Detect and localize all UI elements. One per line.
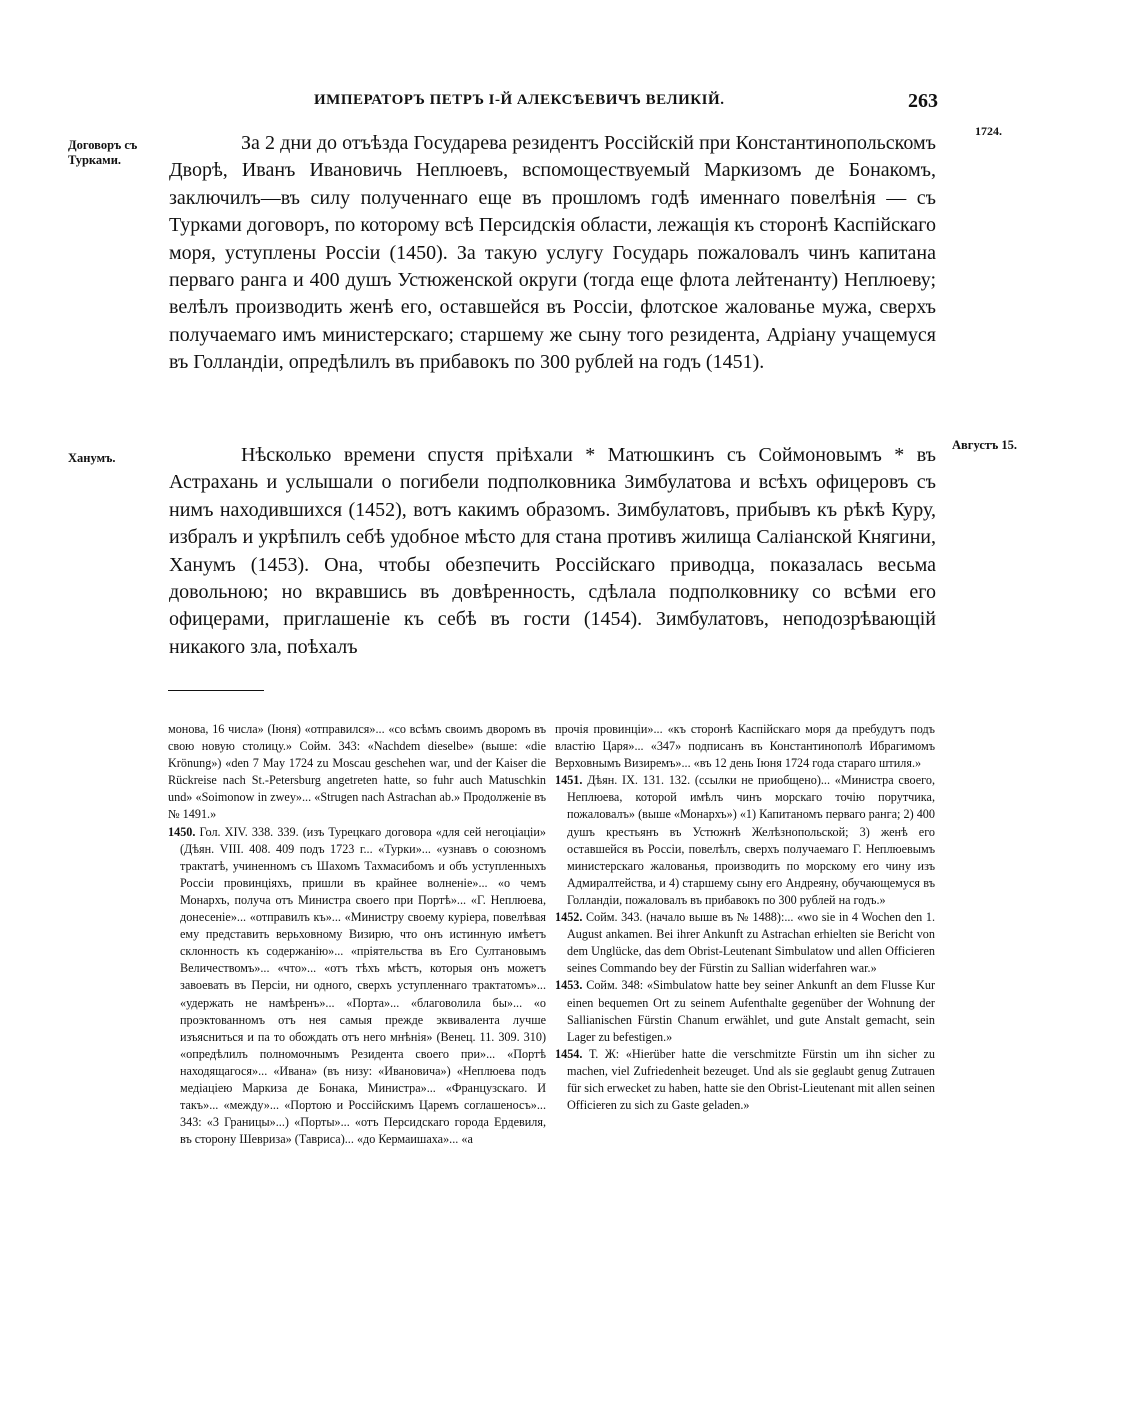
main-paragraph-2-block xyxy=(169,442,936,661)
footnote-continuation-right xyxy=(555,721,935,772)
margin-note-khanum: Ханумъ. xyxy=(68,451,116,465)
footnote-text: монова, 16 числа» (Іюня) «отправился»... «со всѣмъ своимъ дворомъ въ свою новую столицу.» Сойм. 343: «Nachdem dieselbe» (выше: «die Krönung») «den 7 May 1724 zu Moscau geschehen war, und der Kaiser die Rückreise nach St.-Petersburg angetreten hatte, so fuhr auch Matuschkin und» «Soimonow in zwey»... «Strugen nach Astrachan ab.» Продолженіе въ № 1491.» xyxy=(168,722,546,822)
footnote-text: прочія провинціи»... «къ сторонѣ Каспійскаго моря да пребудутъ подъ властію Царя»... «347» подписанъ въ Константинополѣ Ибрагимомъ Верховнымъ Визиремъ»... «въ 12 день Іюня 1724 года стараго штиля.» xyxy=(555,722,935,771)
footnote-1451 xyxy=(555,772,935,909)
margin-note-treaty: Договоръ съ Турками. xyxy=(68,138,138,167)
footnote-number: 1452. xyxy=(555,910,583,925)
footnote-1450 xyxy=(168,824,546,1149)
footnotes-right-column xyxy=(555,721,935,1114)
footnote-text: Т. Ж: «Hierüber hatte die verschmitzte Fürstin um ihn sicher zu machen, viel Zufriedenheit bezeuget. Und als sie geglaubt genug Zutrauen für sich erwecket zu haben, hatte sie den Obrist-Lieutenant mit allen seinen Officieren zu sich zu Gaste geladen.» xyxy=(567,1046,936,1113)
footnote-text: Сойм. 348: «Simbulatow hatte bey seiner Ankunft an dem Flusse Kur einen bequemen Ort zu seinem Aufenthalte gegenüber der Wohnung der Sallianischen Fürstin Chanum erwählet, und gute Anstalt gemacht, sein Lager zu befestigen.» xyxy=(567,978,935,1044)
footnote-text: Гол. XIV. 338. 339. (изъ Турецкаго договора «для сей негоціаціи» (Дѣян. VIII. 408. 409 подъ 1723 г... «Турки»... «узнавъ о союзномъ трактатѣ, учиненномъ съ Шахомъ Тахмасибомъ и объ уступленныхъ Россіи провинціяхъ, пришли въ крайнее волненіе»... «о чемъ Монархъ, получа отъ Министра своего при Портѣ»... «Г. Неплюева, донесеніе»... «отправилъ къ»... «Министру своему куріера, повелѣвая ему представить верьховному Визирю, что онъ истинную имѣетъ склонность къ содержанію»... «пріятельства въ Его Султановымъ Величествомъ»... «что»... «отъ тѣхъ мѣстъ, которыя онъ можетъ завоевать въ Персіи, ни одного, сверхъ уступленнаго трактатомъ»... «удержать не намѣренъ»... «Порта»... «благоволила бы»... «о проэктованномъ отъ нея самыя прежде эквивалента лучше изъясниться и па то обождать отъ него мнѣнія» (Венец. 11. 309. 310) «опредѣлилъ полномочнымъ Резидента своего при»... «Портѣ находящагося»... «Ивана» (въ низу: «Ивановича») «Неплюева подъ медіаціею Маркиза де Бонака, Министра»... «Французскаго. И такъ»... «между»... «Портою и Россійскимъ Царемъ соглашеносъ»... 343: «3 Границы»...) «Порты»... «отъ Персидскаго города Ердевиля, въ сторону Шевриза» (Тавриса)... «до Кермаишаха»... «а xyxy=(180,824,547,1147)
page-number: 263 xyxy=(908,90,938,112)
footnote-number: 1450. xyxy=(168,824,196,839)
footnote-1453 xyxy=(555,977,935,1045)
footnote-rule xyxy=(168,690,264,691)
footnote-1454 xyxy=(555,1046,935,1114)
footnote-number: 1453. xyxy=(555,978,583,993)
margin-note-date: Августъ 15. xyxy=(952,438,1018,452)
footnote-number: 1454. xyxy=(555,1046,583,1061)
footnotes-left-column xyxy=(168,721,546,1148)
running-header: ИМПЕРАТОРЪ ПЕТРЪ І-Й АЛЕКСѢЕВИЧЪ ВЕЛИКІЙ. xyxy=(314,92,725,108)
main-paragraph-2: Нѣсколько времени спустя пріѣхали * Матюшкинъ съ Соймоновымъ * въ Астрахань и услышали о погибели подполковника Зимбулатова и всѣхъ офицеровъ съ нимъ находившихся (1452), вотъ какимъ образомъ. Зимбулатовъ, прибывъ къ рѣкѣ Куру, избралъ и укрѣпилъ себѣ удобное мѣсто для стана противъ жилища Саліанской Княгини, Ханумъ (1453). Она, чтобы обезпечить Россійскаго приводца, показалась весьма довольною; но вкравшись въ довѣренность, сдѣлала подполковнику со всѣми его офицерами, приглашеніе къ себѣ въ гости (1454). Зимбулатовъ, неподозрѣвающій никакого зла, поѣхалъ xyxy=(169,444,936,658)
margin-year: 1724. xyxy=(975,124,1002,138)
footnote-number: 1451. xyxy=(555,773,583,788)
footnote-text: Сойм. 343. (начало выше въ № 1488):... «wo sie in 4 Wochen den 1. August ankamen. Bei ihrer Ankunft zu Astrachan erhielten sie Bericht von dem Unglücke, das dem Obrist-Leutenant Simbulatow und allen Officieren seines Commando bey der Fürstin zu Sallian widerfahren war.» xyxy=(567,910,935,976)
main-paragraph-1-block xyxy=(169,130,936,377)
footnote-continuation-left xyxy=(168,721,546,824)
main-paragraph-1: За 2 дни до отъѣзда Государева резидентъ Россійскій при Константинопольскомъ Дворѣ, Иванъ Ивановичь Неплюевъ, вспомоществуемый Маркизомъ де Бонакомъ, заключилъ—въ силу полученнаго еще въ прошломъ годѣ именнаго повелѣнія — съ Турками договоръ, по которому всѣ Персидскія области, лежащія къ сторонѣ Каспійскаго моря, уступлены Россіи (1450). За такую услугу Государь пожаловалъ чинъ капитана перваго ранга и 400 душъ Устюженской округи (тогда еще флота лейтенанту) Неплюеву; велѣлъ производить женѣ его, оставшейся въ Россіи, флотское жалованье мужа, сверхъ получаемаго имъ министерскаго; старшему же сыну того резидента, Адріану учащемуся въ Голландіи, опредѣлилъ въ прибавокъ по 300 рублей на годъ (1451). xyxy=(169,132,936,374)
footnote-1452 xyxy=(555,909,935,977)
footnote-text: Дѣян. IX. 131. 132. (ссылки не приобщено)... «Министра своего, Неплюева, которой имѣлъ чинъ морскаго точію порутчика, пожаловалъ» (выше «Монархъ») «1) Капитаномъ перваго ранга; 2) 400 душъ крестьянъ въ Устюжнѣ Желѣзнопольской; 3) женѣ его оставшейся въ Россіи, повелѣлъ, сверхъ получаемаго Г. Неплюевымъ министерскаго жалованья, производить по морскому его чину изъ Адмиралтейства, и 4) старшему сыну его Андреяну, обучающемуся въ Голландіи, пожаловалъ въ прибавокъ по 300 рублей на годъ.» xyxy=(567,773,935,907)
